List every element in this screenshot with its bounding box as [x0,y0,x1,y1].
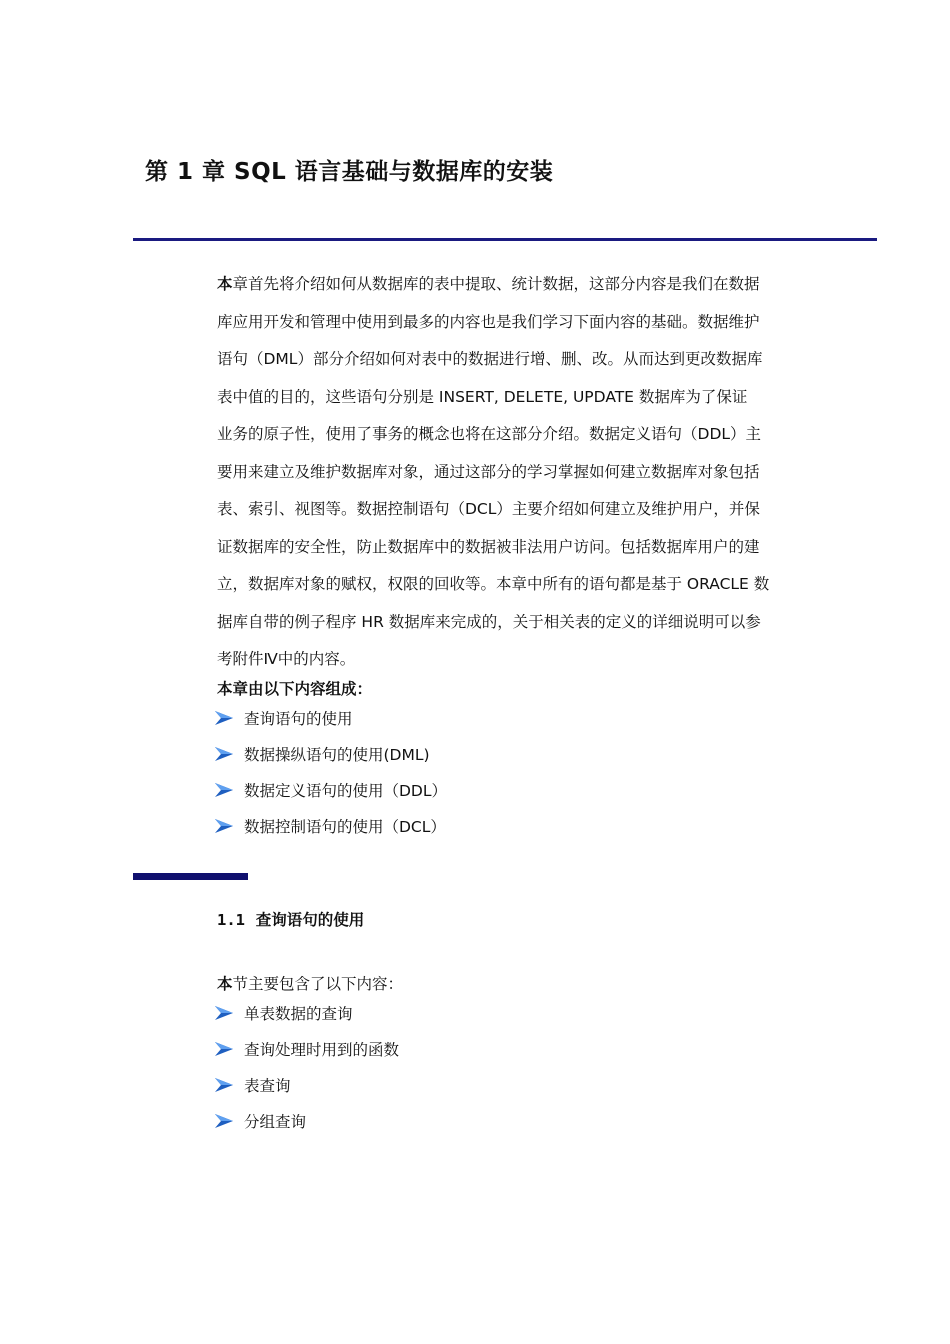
arrow-bullet-icon [214,782,234,798]
arrow-bullet-icon [214,1077,234,1093]
list-item: 数据操纵语句的使用(DML) [214,736,447,772]
list-item: 数据定义语句的使用（DDL） [214,772,447,808]
intro-line: 业务的原子性，使用了事务的概念也将在这部分介绍。数据定义语句（DDL）主 [217,425,762,443]
list-item: 查询处理时用到的函数 [214,1031,399,1067]
intro-line: 表中值的目的，这些语句分别是 INSERT, DELETE, UPDATE 数据库为了保证 [217,387,748,406]
section-list [214,995,399,1139]
list-item: 查询语句的使用 [214,700,447,736]
intro-line: 要用来建立及维护数据库对象，通过这部分的学习掌握如何建立数据库对象包括 [217,462,760,481]
intro-line: 表、索引、视图等。数据控制语句（DCL）主要介绍如何建立及维护用户，并保 [217,500,760,518]
contents-list [214,700,447,844]
title-divider [133,238,877,241]
chapter-title: 第 1 章 SQL 语言基础与数据库的安装 [145,159,554,185]
intro-line: 立，数据库对象的赋权，权限的回收等。本章中所有的语句都是基于 ORACLE 数 [217,575,770,593]
intro-line: 考附件Ⅳ中的内容。 [217,650,356,668]
arrow-bullet-icon [214,1113,234,1129]
intro-paragraph [217,266,813,679]
arrow-bullet-icon [214,1041,234,1057]
intro-lead: 本 [217,275,233,293]
section-intro-text: 节主要包含了以下内容： [232,975,404,993]
list-item: 数据控制语句的使用（DCL） [214,808,447,844]
list-item: 分组查询 [214,1103,399,1139]
section-number: 1.1 [217,911,245,929]
section-intro [217,972,403,994]
intro-line: 库应用开发和管理中使用到最多的内容也是我们学习下面内容的基础。数据维护 [217,312,760,331]
list-item: 单表数据的查询 [214,995,399,1031]
intro-line: 证数据库的安全性，防止数据库中的数据被非法用户访问。包括数据库用户的建 [217,537,760,556]
arrow-bullet-icon [214,710,234,726]
list-item: 表查询 [214,1067,399,1103]
section-intro-lead: 本 [217,975,233,993]
section-title-text: 查询语句的使用 [255,911,365,929]
intro-line: 据库自带的例子程序 HR 数据库来完成的，关于相关表的定义的详细说明可以参 [217,612,761,631]
arrow-bullet-icon [214,818,234,834]
arrow-bullet-icon [214,746,234,762]
arrow-bullet-icon [214,1005,234,1021]
contents-heading: 本章由以下内容组成： [217,680,373,698]
intro-line: 本章首先将介绍如何从数据库的表中提取、统计数据，这部分内容是我们在数据 [217,275,760,293]
section-title [217,908,364,930]
intro-line: 语句（DML）部分介绍如何对表中的数据进行增、删、改。从而达到更改数据库 [217,350,763,368]
section-divider [133,873,248,880]
